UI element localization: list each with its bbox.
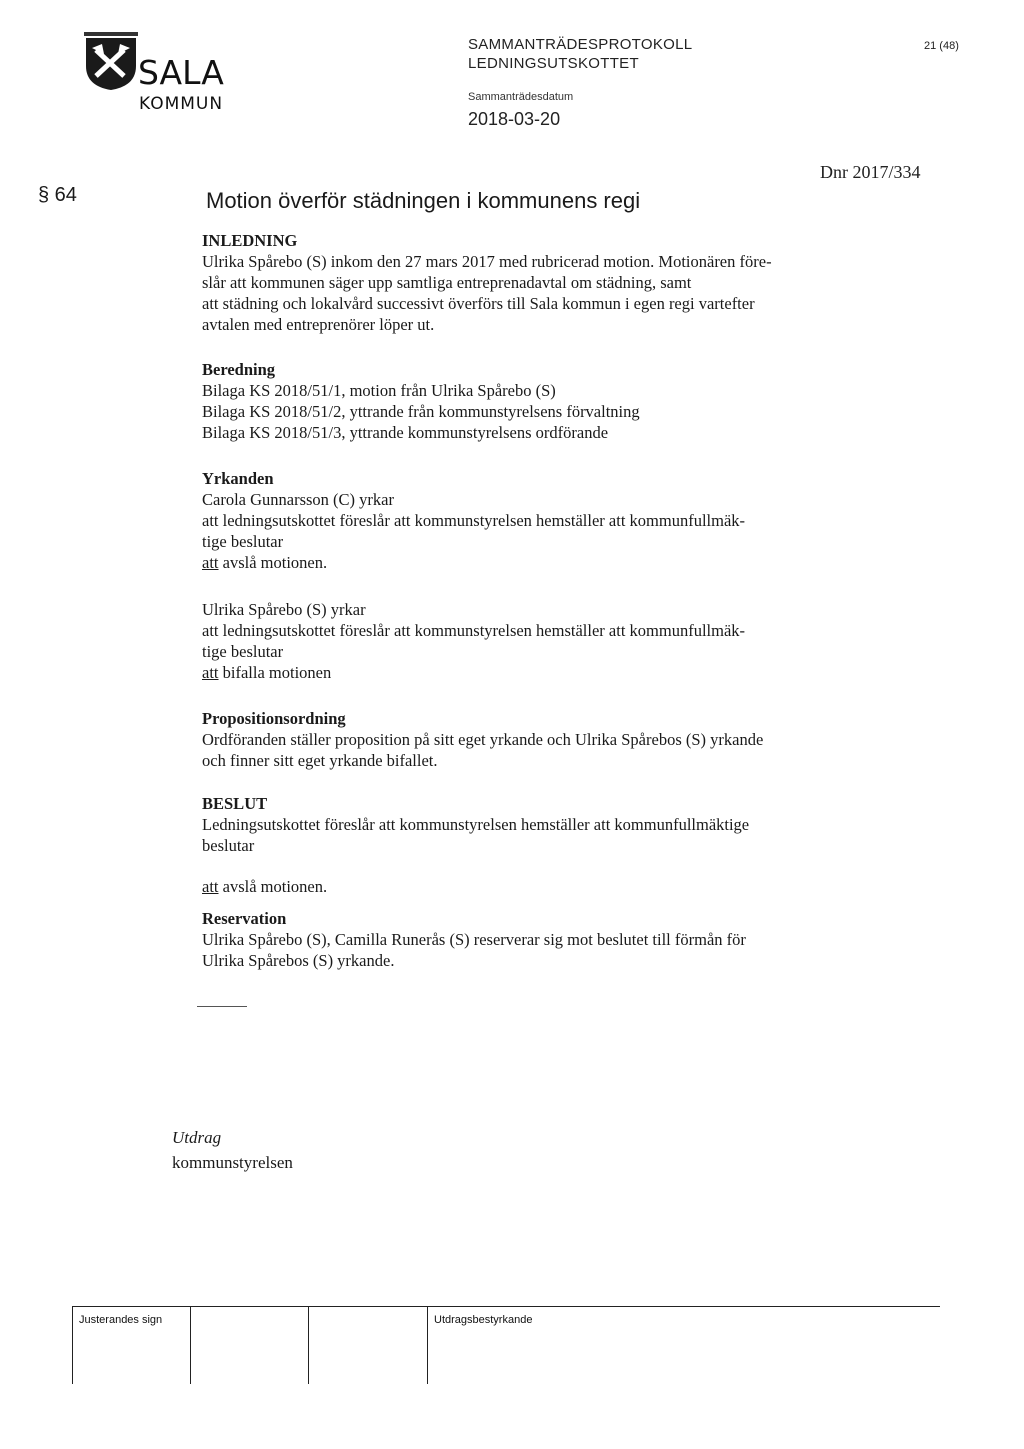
utdrag-label: Utdrag (172, 1128, 222, 1147)
reservation-line: Ulrika Spårebos (S) yrkande. (202, 951, 395, 970)
yrkande-att-line (202, 552, 902, 573)
propositionsordning-line: Ordföranden ställer proposition på sitt eget yrkande och Ulrika Spårebos (S) yrkande (202, 730, 764, 749)
att-rest: avslå motionen. (218, 553, 328, 572)
beredning-block (202, 359, 902, 443)
beslut-line: Ledningsutskottet föreslår att kommunstyrelsen hemställer att kommunfullmäktige (202, 815, 750, 834)
municipality-logo (82, 18, 252, 114)
meeting-date-label: Sammanträdesdatum (468, 91, 574, 103)
yrkande-who: Carola Gunnarsson (C) yrkar (202, 490, 394, 509)
yrkanden-heading: Yrkanden (202, 469, 274, 488)
beslut-heading: BESLUT (202, 794, 268, 813)
footer-divider (308, 1306, 309, 1384)
inledning-line: Ulrika Spårebo (S) inkom den 27 mars 2017 med rubricerad motion. Motionären före- (202, 252, 772, 271)
yrkande-line: att ledningsutskottet föreslår att kommunstyrelsen hemställer att kommunfullmäk- (202, 621, 746, 640)
beredning-line: Bilaga KS 2018/51/2, yttrande från kommunstyrelsens förvaltning (202, 402, 640, 421)
footer-divider (427, 1306, 428, 1384)
yrkande-line: tige beslutar (202, 642, 284, 661)
att-rest: avslå motionen. (218, 877, 328, 896)
justerandes-sign-label: Justerandes sign (79, 1314, 163, 1326)
yrkande-line: tige beslutar (202, 532, 284, 551)
att-word: att (202, 877, 219, 896)
beredning-line: Bilaga KS 2018/51/3, yttrande kommunstyrelsens ordförande (202, 423, 609, 442)
paragraph-number: § 64 (38, 184, 77, 206)
beslut-att-line (202, 876, 902, 897)
beredning-line: Bilaga KS 2018/51/1, motion från Ulrika Spårebo (S) (202, 381, 556, 400)
logo-subtitle: KOMMUN (139, 94, 224, 114)
utdragsbestyrkande-label: Utdragsbestyrkande (434, 1314, 533, 1326)
inledning-heading: INLEDNING (202, 231, 298, 250)
coat-of-arms-icon (82, 26, 140, 92)
meeting-date: 2018-03-20 (468, 109, 561, 129)
footer-left-border (72, 1306, 73, 1384)
beslut-line: beslutar (202, 836, 255, 855)
reservation-line: Ulrika Spårebo (S), Camilla Runerås (S) reserverar sig mot beslutet till förmån för (202, 930, 746, 949)
inledning-line: slår att kommunen säger upp samtliga entreprenadavtal om städning, samt (202, 273, 692, 292)
yrkande-second-block (202, 599, 902, 683)
section-title: Motion överför städningen i kommunens regi (206, 188, 641, 213)
footer-divider (190, 1306, 191, 1384)
beredning-heading: Beredning (202, 360, 276, 379)
logo-name: SALA (138, 53, 224, 92)
inledning-line: avtalen med entreprenörer löper ut. (202, 315, 435, 334)
diary-number: Dnr 2017/334 (820, 162, 921, 182)
propositionsordning-block (202, 708, 902, 771)
inledning-line: att städning och lokalvård successivt överförs till Sala kommun i egen regi vartefter (202, 294, 755, 313)
yrkande-who: Ulrika Spårebo (S) yrkar (202, 600, 366, 619)
att-word: att (202, 663, 219, 682)
att-rest: bifalla motionen (218, 663, 332, 682)
propositionsordning-line: och finner sitt eget yrkande bifallet. (202, 751, 438, 770)
yrkande-att-line (202, 662, 902, 683)
inledning-block (202, 230, 902, 335)
page-number: 21 (48) (924, 40, 959, 52)
beslut-block (202, 793, 902, 897)
propositionsordning-heading: Propositionsordning (202, 709, 346, 728)
utdrag-recipient: kommunstyrelsen (172, 1153, 293, 1172)
reservation-heading: Reservation (202, 909, 287, 928)
reservation-block (202, 908, 902, 971)
committee-name: LEDNINGSUTSKOTTET (468, 55, 639, 72)
footer-top-border (72, 1306, 940, 1307)
separator-line (197, 1006, 247, 1007)
document-type: SAMMANTRÄDESPROTOKOLL (468, 36, 693, 53)
signature-footer (72, 1306, 942, 1386)
att-word: att (202, 553, 219, 572)
yrkanden-block (202, 468, 902, 573)
yrkande-line: att ledningsutskottet föreslår att kommunstyrelsen hemställer att kommunfullmäk- (202, 511, 746, 530)
